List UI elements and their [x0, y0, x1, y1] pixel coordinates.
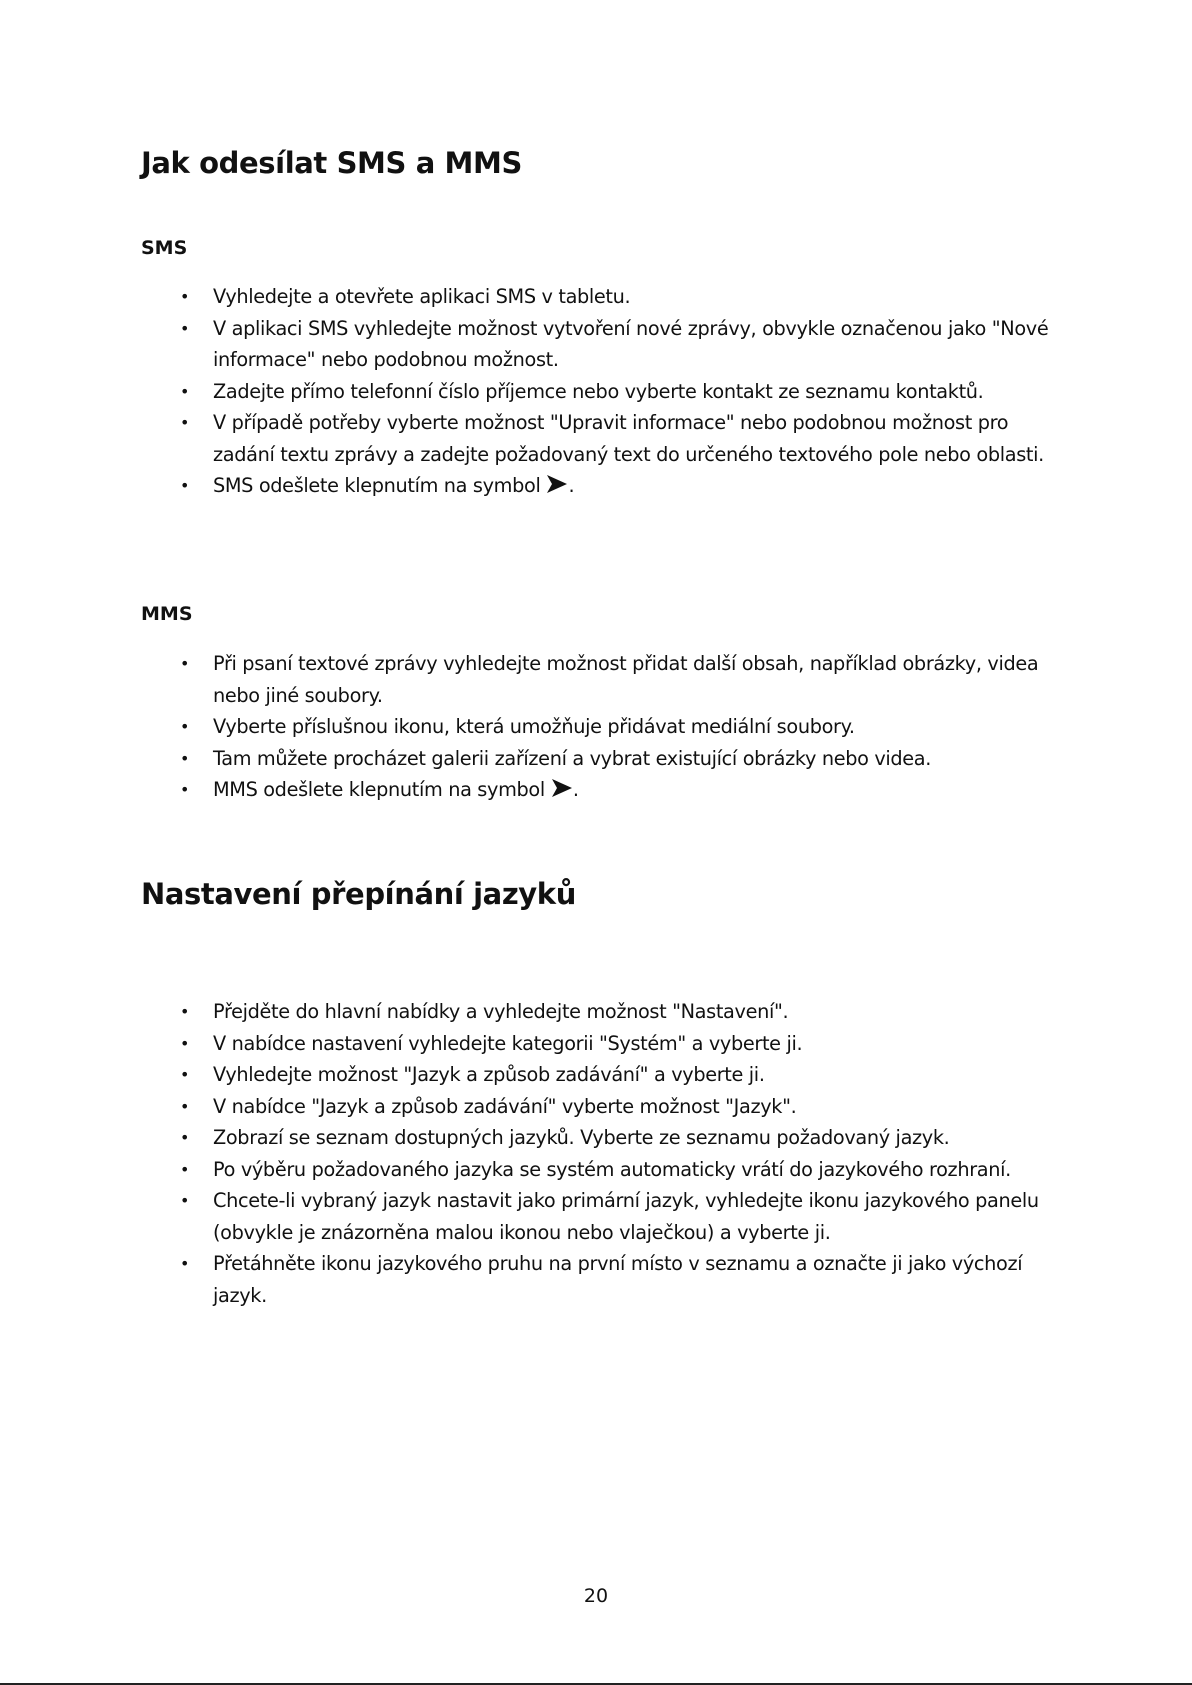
list-item — [0, 470, 1192, 502]
bullet: • — [180, 413, 190, 432]
bullet: • — [180, 1254, 190, 1273]
subtitle-sms: SMS — [141, 237, 188, 259]
bullet: • — [180, 1065, 190, 1084]
bullet: • — [180, 748, 190, 768]
list-item-text: SMS odešlete klepnutím na symbol — [213, 474, 541, 497]
list-item-text: Zadejte přímo telefonní číslo příjemce nebo vyberte kontakt ze seznamu kontaktů. — [213, 379, 984, 403]
list-item — [0, 281, 1192, 313]
language-steps-list — [0, 996, 1192, 1311]
list-item-text: V aplikaci SMS vyhledejte možnost vytvoření nové zprávy, obvykle označenou jako "Nové informace" nebo podobnou možnost. — [213, 316, 1049, 371]
list-item-text: Chcete-li vybraný jazyk nastavit jako primární jazyk, vyhledejte ikonu jazykového panelu (obvykle je znázorněna malou ikonou nebo vlaječkou) a vyberte ji. — [213, 1189, 1039, 1244]
list-item-text: MMS odešlete klepnutím na symbol — [213, 778, 545, 801]
bullet: • — [180, 1096, 190, 1116]
bullet: • — [180, 318, 190, 338]
list-item-text: Tam můžete procházet galerii zařízení a vybrat existující obrázky nebo videa. — [213, 746, 932, 770]
list-item-text: Vyberte příslušnou ikonu, která umožňuje přidávat mediální soubory. — [213, 715, 855, 738]
list-item — [0, 648, 1192, 711]
bullet: • — [180, 1128, 190, 1147]
list-item-text: Po výběru požadovaného jazyka se systém automaticky vrátí do jazykového rozhraní. — [213, 1157, 1011, 1181]
section-title-language: Nastavení přepínání jazyků — [141, 877, 576, 911]
bullet: • — [180, 654, 190, 673]
send-arrow-icon — [546, 474, 568, 494]
bullet: • — [180, 476, 190, 495]
sms-steps-list — [0, 281, 1192, 502]
subtitle-mms: MMS — [141, 603, 193, 625]
sentence-end: . — [568, 474, 575, 497]
bullet: • — [180, 717, 190, 736]
list-item — [0, 407, 1192, 470]
list-item — [0, 313, 1192, 376]
bullet: • — [180, 1002, 190, 1021]
list-item — [0, 376, 1192, 408]
list-item-text: Přejděte do hlavní nabídky a vyhledejte možnost "Nastavení". — [213, 1000, 789, 1023]
send-arrow-icon — [551, 778, 573, 798]
list-item-text: Při psaní textové zprávy vyhledejte možnost přidat další obsah, například obrázky, videa nebo jiné soubory. — [213, 652, 1039, 707]
list-item-text: Vyhledejte a otevřete aplikaci SMS v tabletu. — [213, 285, 631, 308]
bullet: • — [180, 1159, 190, 1179]
list-item — [0, 711, 1192, 743]
list-item — [0, 774, 1192, 806]
list-item — [0, 1248, 1192, 1311]
list-item — [0, 996, 1192, 1028]
list-item-text: Vyhledejte možnost "Jazyk a způsob zadávání" a vyberte ji. — [213, 1063, 765, 1086]
bullet: • — [180, 381, 190, 401]
list-item — [0, 743, 1192, 775]
bullet: • — [180, 780, 190, 799]
list-item-text: V nabídce "Jazyk a způsob zadávání" vyberte možnost "Jazyk". — [213, 1094, 797, 1118]
section-title-sms-mms: Jak odesílat SMS a MMS — [141, 146, 522, 180]
list-item-text: Zobrazí se seznam dostupných jazyků. Vyberte ze seznamu požadovaný jazyk. — [213, 1126, 950, 1149]
page-number: 20 — [583, 1585, 609, 1607]
list-item — [0, 1091, 1192, 1123]
list-item — [0, 1185, 1192, 1248]
list-item — [0, 1059, 1192, 1091]
bullet: • — [180, 1033, 190, 1053]
list-item-text: Přetáhněte ikonu jazykového pruhu na první místo v seznamu a označte ji jako výchozí jazyk. — [213, 1252, 1023, 1307]
mms-steps-list — [0, 648, 1192, 806]
list-item-text: V případě potřeby vyberte možnost "Upravit informace" nebo podobnou možnost pro zadání textu zprávy a zadejte požadovaný text do určeného textového pole nebo oblasti. — [213, 411, 1044, 466]
list-item-text: V nabídce nastavení vyhledejte kategorii "Systém" a vyberte ji. — [213, 1031, 803, 1055]
sentence-end: . — [572, 778, 579, 801]
bullet: • — [180, 287, 190, 306]
list-item — [0, 1122, 1192, 1154]
bullet: • — [180, 1191, 190, 1210]
list-item — [0, 1154, 1192, 1186]
list-item — [0, 1028, 1192, 1060]
